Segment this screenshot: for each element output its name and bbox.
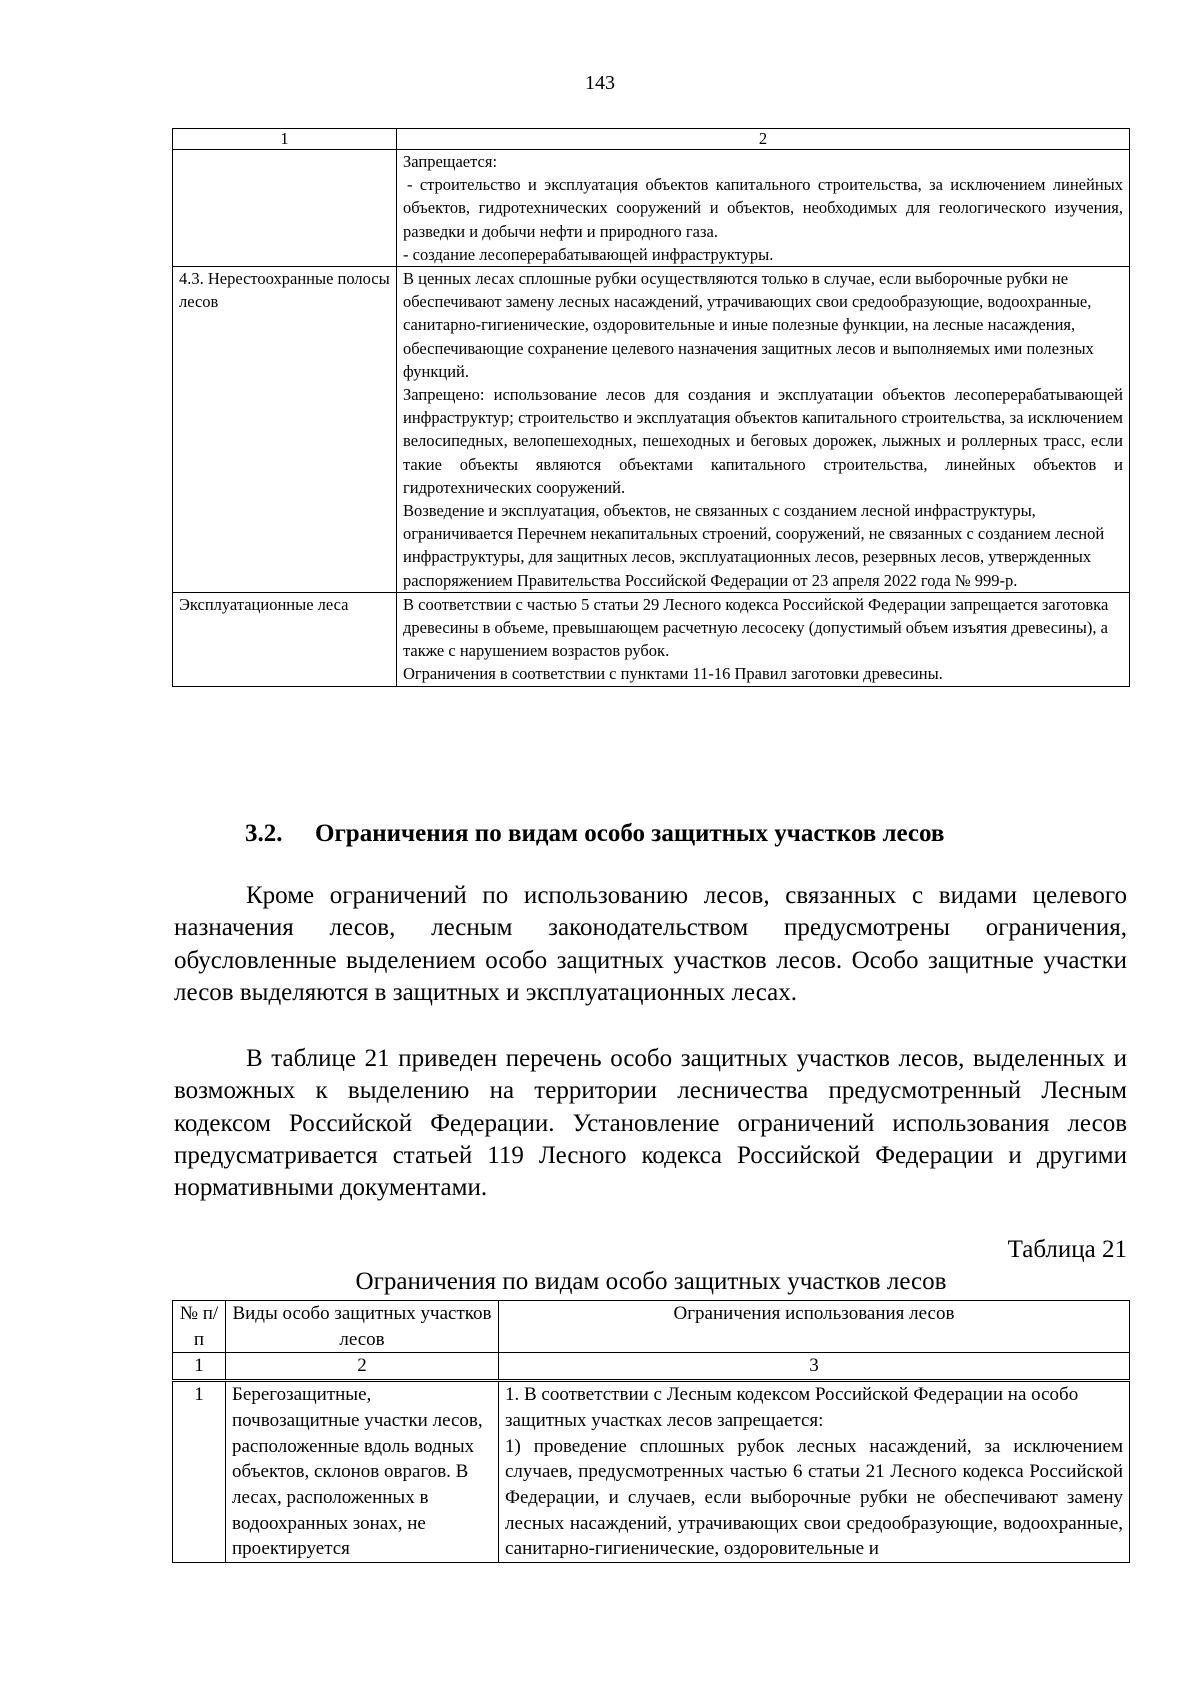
category-cell: Эксплуатационные леса bbox=[173, 592, 397, 686]
restriction-text: В ценных лесах сплошные рубки осуществляются только в случае, если выборочные рубки не обеспечивают замену лесных насаждений, утрачивающих свои средообразующие, водоохранные, санитарно-гигиенические, оздоровительные и иные полезные функции, на лесные насаждения, обеспечивающие сохранение целевого назначения защитных лесов и выполняемых ими полезных функций. bbox=[403, 269, 1094, 381]
category-cell bbox=[173, 150, 397, 267]
page-number: 143 bbox=[585, 72, 615, 94]
restriction-cell bbox=[397, 267, 1130, 593]
table-label: Таблица 21 bbox=[1007, 1236, 1127, 1263]
column-number-2: 2 bbox=[226, 1353, 499, 1381]
body-paragraph: В таблице 21 приведен перечень особо защитных участков лесов, выделенных и возможных к выделению на территории лесничества предусмотренный Лесным кодексом Российской Федерации. Установление ограничений использования лесов предусматривается статьей 119 Лесного кодекса Российской Федерации и другими нормативными документами. bbox=[174, 1045, 1127, 1202]
column-numbers-row bbox=[173, 1353, 1130, 1381]
restriction-text: - строительство и эксплуатация объектов капитального строительства, за исключением линейных объектов, гидротехнических сооружений и объектов, необходимых для геологического изучения, разведки и добычи нефти и природного газа. bbox=[403, 175, 1123, 241]
table-header-row bbox=[173, 129, 1130, 150]
restriction-cell bbox=[499, 1381, 1130, 1563]
table-header-row bbox=[173, 1301, 1130, 1353]
table-row bbox=[173, 592, 1130, 686]
category-cell: 4.3. Нерестоохранные полосы лесов bbox=[173, 267, 397, 593]
table-caption: Ограничения по видам особо защитных участков лесов bbox=[355, 1268, 947, 1295]
forest-restrictions-table-continued bbox=[172, 128, 1130, 687]
body-paragraph: Кроме ограничений по использованию лесов, связанных с видами целевого назначения лесов, лесным законодательством предусмотрены ограничения, обусловленные выделением особо защитных участков лесов. Особо защитные участки лесов выделяются в защитных и эксплуатационных лесах. bbox=[174, 882, 1127, 1006]
protective-areas-restrictions-table bbox=[172, 1300, 1130, 1563]
table-row bbox=[173, 1381, 1130, 1563]
restriction-text: Возведение и эксплуатация, объектов, не связанных с созданием лесной инфраструктуры, ограничивается Перечнем некапитальных строений, сооружений, не связанных с созданием лесной инфраструктуры, для защитных лесов, эксплуатационных лесов, резервных лесов, утвержденных распоряжением Правительства Российской Федерации от 23 апреля 2022 года № 999-р. bbox=[403, 501, 1105, 590]
section-number: 3.2. bbox=[245, 820, 283, 847]
column-number-2: 2 bbox=[397, 129, 1130, 150]
restriction-text: Запрещается: bbox=[403, 152, 498, 171]
section-heading bbox=[245, 820, 944, 848]
row-number-cell: 1 bbox=[173, 1381, 226, 1563]
header-cell-restrictions: Ограничения использования лесов bbox=[499, 1301, 1130, 1353]
restriction-text: 1) проведение сплошных рубок лесных насаждений, за исключением случаев, предусмотренных частью 6 статьи 21 Лесного кодекса Российской Федерации, и случаев, если выборочные рубки не обеспечивают замену лесных насаждений, утрачивающих свои средообразующие, водоохранные, санитарно-гигиенические, оздоровительные и bbox=[505, 1435, 1123, 1560]
header-cell-type: Виды особо защитных участков лесов bbox=[226, 1301, 499, 1353]
column-number-1: 1 bbox=[173, 129, 397, 150]
restriction-cell bbox=[397, 150, 1130, 267]
restriction-cell bbox=[397, 592, 1130, 686]
table-row bbox=[173, 267, 1130, 593]
area-type-cell: Берегозащитные, почвозащитные участки лесов, расположенные вдоль водных объектов, склонов оврагов. В лесах, расположенных в водоохранных зонах, не проектируется bbox=[226, 1381, 499, 1563]
section-title: Ограничения по видам особо защитных участков лесов bbox=[315, 820, 945, 847]
restriction-text: - создание лесоперерабатывающей инфраструктуры. bbox=[403, 244, 774, 264]
header-cell-number: № п/п bbox=[173, 1301, 226, 1353]
restriction-text: Запрещено: использование лесов для создания и эксплуатации объектов лесоперерабатывающей инфраструктур; строительство и эксплуатация объектов капитального строительства, за исключением велосипедных, велопешеходных, пешеходных и беговых дорожек, лыжных и роллерных трасс, если такие объекты являются объектами капитального строительства, линейных объектов и гидротехнических сооружений. bbox=[403, 385, 1123, 497]
restriction-text: В соответствии с частью 5 статьи 29 Лесного кодекса Российской Федерации запрещается заготовка древесины в объеме, превышающем расчетную лесосеку (допустимый объем изъятия древесины), а также с нарушением возрастов рубок. bbox=[403, 594, 1109, 661]
restriction-text: Ограничения в соответствии с пунктами 11-16 Правил заготовки древесины. bbox=[403, 664, 943, 684]
column-number-3: 3 bbox=[499, 1353, 1130, 1381]
table-row bbox=[173, 150, 1130, 267]
restriction-text: 1. В соответствии с Лесным кодексом Российской Федерации на особо защитных участках лесов запрещается: bbox=[505, 1384, 1079, 1431]
column-number-1: 1 bbox=[173, 1353, 226, 1381]
